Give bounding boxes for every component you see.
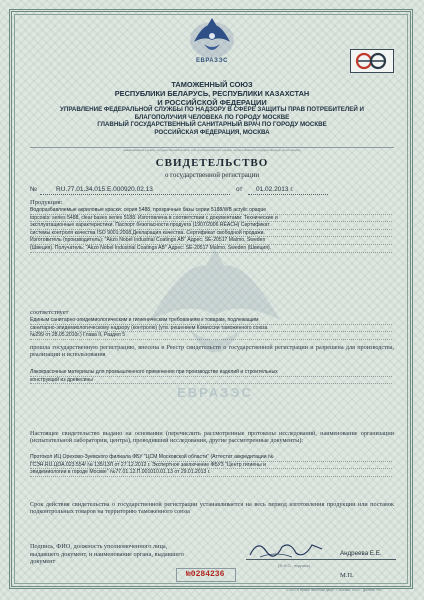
usage-area bbox=[30, 369, 392, 384]
product-line: Водоразбавляемые акриловые краски: серия 5488, прозрачные базы серии 5188/WB acrylic opaque bbox=[30, 207, 392, 215]
registration-number-line bbox=[30, 186, 394, 196]
header-authority-line3: ГЛАВНЫЙ ГОСУДАРСТВЕННЫЙ САНИТАРНЫЙ ВРАЧ ПО ГОРОДУ МОСКВЕ bbox=[97, 121, 327, 129]
date-label: от bbox=[236, 186, 243, 193]
basis-line: ГСЭН.RU.ЦОА.023.554/ № 135/13Л от 27.12.2012 г. Экспертное заключение ФБУЗ "Центр гигиены и bbox=[30, 462, 392, 470]
header-russia: И РОССИЙСКОЙ ФЕДЕРАЦИИ bbox=[157, 98, 267, 107]
emblem-caption: ЕВРАЗЭС bbox=[195, 58, 228, 64]
date-underline bbox=[248, 194, 328, 195]
basis-statement: Настоящее свидетельство выдано на основании (перечислить рассмотренные протоколы исследований, наименование организации (испытательной лаборатории, центра), проводившей исследования, другие рассмотренные документы): bbox=[30, 430, 394, 445]
serial-number: №0284236 bbox=[186, 570, 225, 579]
conformity-requirements bbox=[30, 317, 392, 340]
basis-line: эпидемиологии в городе Москве" №77.01.12.П.001010.01.13 от 29.01.2013 г. bbox=[30, 469, 392, 477]
header-countries: РЕСПУБЛИКИ БЕЛАРУСЬ, РЕСПУБЛИКИ КАЗАХСТАН bbox=[114, 89, 310, 98]
header-authority-line4: РОССИЙСКАЯ ФЕДЕРАЦИЯ, МОСКВА bbox=[154, 128, 270, 136]
conformity-label: соответствует bbox=[30, 309, 69, 316]
header-authority bbox=[30, 106, 394, 136]
document-subtitle: о государственной регистрации bbox=[164, 171, 260, 179]
product-line: Изготовитель (производитель): "Akzo Nobel Industrial Coatings AB" Адрес: SE-20517 Malmo, Sweden bbox=[30, 237, 392, 245]
registration-number: RU.77.01.34.015.Е.000920.02.13 bbox=[56, 186, 153, 193]
product-line: эксплуатационные характеристики. Паспорт безопасности продукта (1907/2006 REACH) Сертификат bbox=[30, 222, 392, 230]
usage-line: Лакокрасочные материалы для промышленного применения при производстве изделий и строительных bbox=[30, 369, 392, 377]
signature-caption: Подпись, ФИО, должность уполномоченного лица, выдавшего документ, и наименование органа, выдавшего документ bbox=[30, 543, 184, 565]
number-label: № bbox=[30, 186, 37, 193]
validity-statement: Срок действия свидетельства о государственной регистрации устанавливается на весь период изготовления продукции или поставок подконтрольных товаров на территорию таможенного союза bbox=[30, 501, 394, 516]
signature-line bbox=[246, 559, 396, 560]
basis-line: Протокол ИЦ Орехово-Зуевского филиала ФБУ "ЦСМ Московской области" (Аттестат аккредитации № bbox=[30, 454, 392, 462]
signatory-name: Андреева Е.Е. bbox=[340, 550, 382, 557]
basis-documents bbox=[30, 454, 392, 477]
header-authority-line2: БЛАГОПОЛУЧИЯ ЧЕЛОВЕКА ПО ГОРОДУ МОСКВЕ bbox=[134, 113, 290, 121]
usage-line: конструкций из древесины bbox=[30, 377, 392, 385]
product-label: Продукция: bbox=[30, 199, 63, 206]
eagle-emblem-icon bbox=[186, 16, 238, 60]
number-underline bbox=[40, 194, 230, 195]
eagle-watermark-icon bbox=[130, 240, 300, 390]
conformity-line: №299 от 28.05.2010г.) Глава II, Раздел 5 bbox=[30, 332, 392, 340]
product-description bbox=[30, 207, 392, 253]
header-block bbox=[30, 80, 394, 107]
registration-date: 01.02.2013 г. bbox=[256, 186, 294, 193]
signature-hint: (Ф.И.О., подпись) bbox=[278, 563, 311, 568]
conformity-line: санитарно-эпидемиологическому надзору (контролю) (утв. решением Комиссии таможенного союза bbox=[30, 325, 392, 333]
product-line: системы контроля качества ISO 9001:2008,Декларация качества. Сертификат свободной продажи. bbox=[30, 230, 392, 238]
printer-note: © ЗАО «Первый печатный двор», г. Москва, 2012 г., уровень «В» bbox=[286, 588, 382, 592]
customs-union-logo-icon bbox=[350, 49, 394, 73]
header-authority-line1: УПРАВЛЕНИЕ ФЕДЕРАЛЬНОЙ СЛУЖБЫ ПО НАДЗОРУ В СФЕРЕ ЗАЩИТЫ ПРАВ ПОТРЕБИТЕЛЕЙ И bbox=[60, 106, 364, 113]
registry-statement: прошла государственную регистрацию, внесена в Реестр свидетельств о государственной регистрации и разрешена для производства, реализации и использования bbox=[30, 344, 394, 359]
product-line: topcoats: series 5488, clear bases series 5188. Изготовлена в соответствии с документами: Технические и bbox=[30, 215, 392, 223]
handwritten-signature bbox=[246, 537, 326, 561]
conformity-line: Единым санитарно-эпидемиологическим и гигиеническим требованиям к товарам, подлежащим bbox=[30, 317, 392, 325]
stamp-mark: М.П. bbox=[340, 572, 354, 579]
document-title: СВИДЕТЕЛЬСТВО bbox=[155, 157, 269, 169]
product-line: (Швеция). Получатель: "Akzo Nobel Industrial Coatings AB" Адрес: SE-20517 Malmo, Sweden (Швеция). bbox=[30, 245, 392, 253]
watermark-caption: ЕВРАЗЭС bbox=[177, 385, 253, 400]
authority-caption: (наименование органа, государственной власти или уполномоченного органа, осуществившего государственную регистрацию) bbox=[30, 147, 394, 152]
header-customs-union: ТАМОЖЕННЫЙ СОЮЗ bbox=[171, 80, 253, 89]
